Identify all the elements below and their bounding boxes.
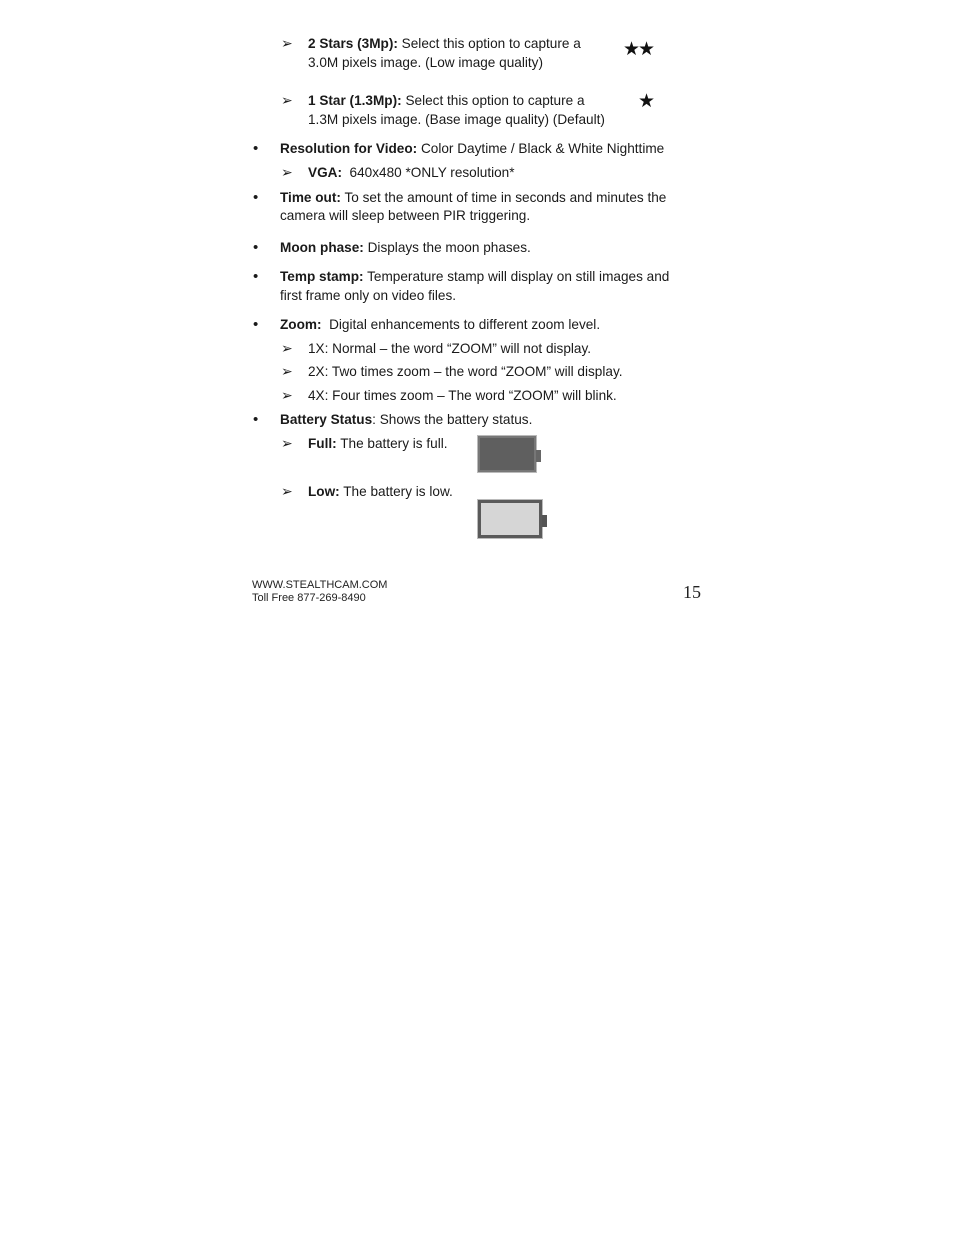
moon-phase-label: Moon phase: [280,240,364,255]
temp-stamp-text-1: Temperature stamp will display on still images and [363,269,670,284]
two-stars-line-1 [308,34,581,53]
vga-label: VGA: [308,165,342,180]
footer-website: WWW.STEALTHCAM.COM [252,579,388,591]
resolution-video-label: Resolution for Video: [280,141,418,156]
bullet-icon: • [253,411,259,428]
arrow-bullet-icon: ➢ [281,164,293,180]
battery-full-text: The battery is full. [336,436,448,451]
arrow-bullet-icon: ➢ [281,35,293,51]
one-star-label: 1 Star (1.3Mp): [308,93,402,108]
battery-full-icon [478,436,536,472]
timeout-text-1: To set the amount of time in seconds and minutes the [340,190,667,205]
bullet-icon: • [253,316,259,333]
page-number: 15 [683,582,701,602]
footer-phone: Toll Free 877-269-8490 [252,592,366,604]
resolution-video-text: Color Daytime / Black & White Nighttime [417,141,665,156]
vga-text: 640x480 *ONLY resolution* [341,165,515,180]
zoom-2x-text: 2X: Two times zoom – the word “ZOOM” will display. [308,364,623,379]
temp-stamp-text-2: first frame only on video files. [280,288,457,303]
one-star-text-1: Select this option to capture a [401,93,585,108]
vga-line [308,163,515,182]
bullet-icon: • [253,239,259,256]
battery-tip [536,450,541,462]
two-stars-label: 2 Stars (3Mp): [308,36,398,51]
bullet-icon: • [253,189,259,206]
timeout-text-2: camera will sleep between PIR triggering. [280,208,531,223]
zoom-4x-text: 4X: Four times zoom – The word “ZOOM” will blink. [308,388,617,403]
one-star-line-1 [308,91,585,110]
timeout-label: Time out: [280,190,341,205]
battery-status-text: : Shows the battery status. [372,412,533,427]
arrow-bullet-icon: ➢ [281,387,293,403]
timeout-line-1 [280,188,666,207]
one-star-text-2: 1.3M pixels image. (Base image quality) (Default) [308,112,605,127]
battery-status-label: Battery Status [280,412,373,427]
arrow-bullet-icon: ➢ [281,483,293,499]
battery-status-line [280,410,532,429]
temp-stamp-label: Temp stamp: [280,269,364,284]
battery-low-icon [478,500,542,538]
zoom-label: Zoom: [280,317,322,332]
battery-low-label: Low: [308,484,340,499]
resolution-video-line [280,139,664,158]
arrow-bullet-icon: ➢ [281,340,293,356]
battery-low-text: The battery is low. [339,484,453,499]
moon-phase-text: Displays the moon phases. [363,240,531,255]
zoom-1x-text: 1X: Normal – the word “ZOOM” will not display. [308,341,592,356]
two-stars-text-2: 3.0M pixels image. (Low image quality) [308,55,543,70]
bullet-icon: • [253,268,259,285]
one-star-icon: ★ [638,91,654,112]
arrow-bullet-icon: ➢ [281,435,293,451]
moon-phase-line [280,238,531,257]
two-stars-icon: ★★ [623,39,654,60]
two-stars-text-1: Select this option to capture a [397,36,581,51]
zoom-text: Digital enhancements to different zoom level. [321,317,601,332]
arrow-bullet-icon: ➢ [281,92,293,108]
arrow-bullet-icon: ➢ [281,363,293,379]
bullet-icon: • [253,140,259,157]
battery-full-line [308,434,448,453]
zoom-line [280,315,600,334]
temp-stamp-line-1 [280,267,669,286]
battery-low-line [308,482,453,501]
battery-full-label: Full: [308,436,337,451]
battery-tip [542,515,547,527]
